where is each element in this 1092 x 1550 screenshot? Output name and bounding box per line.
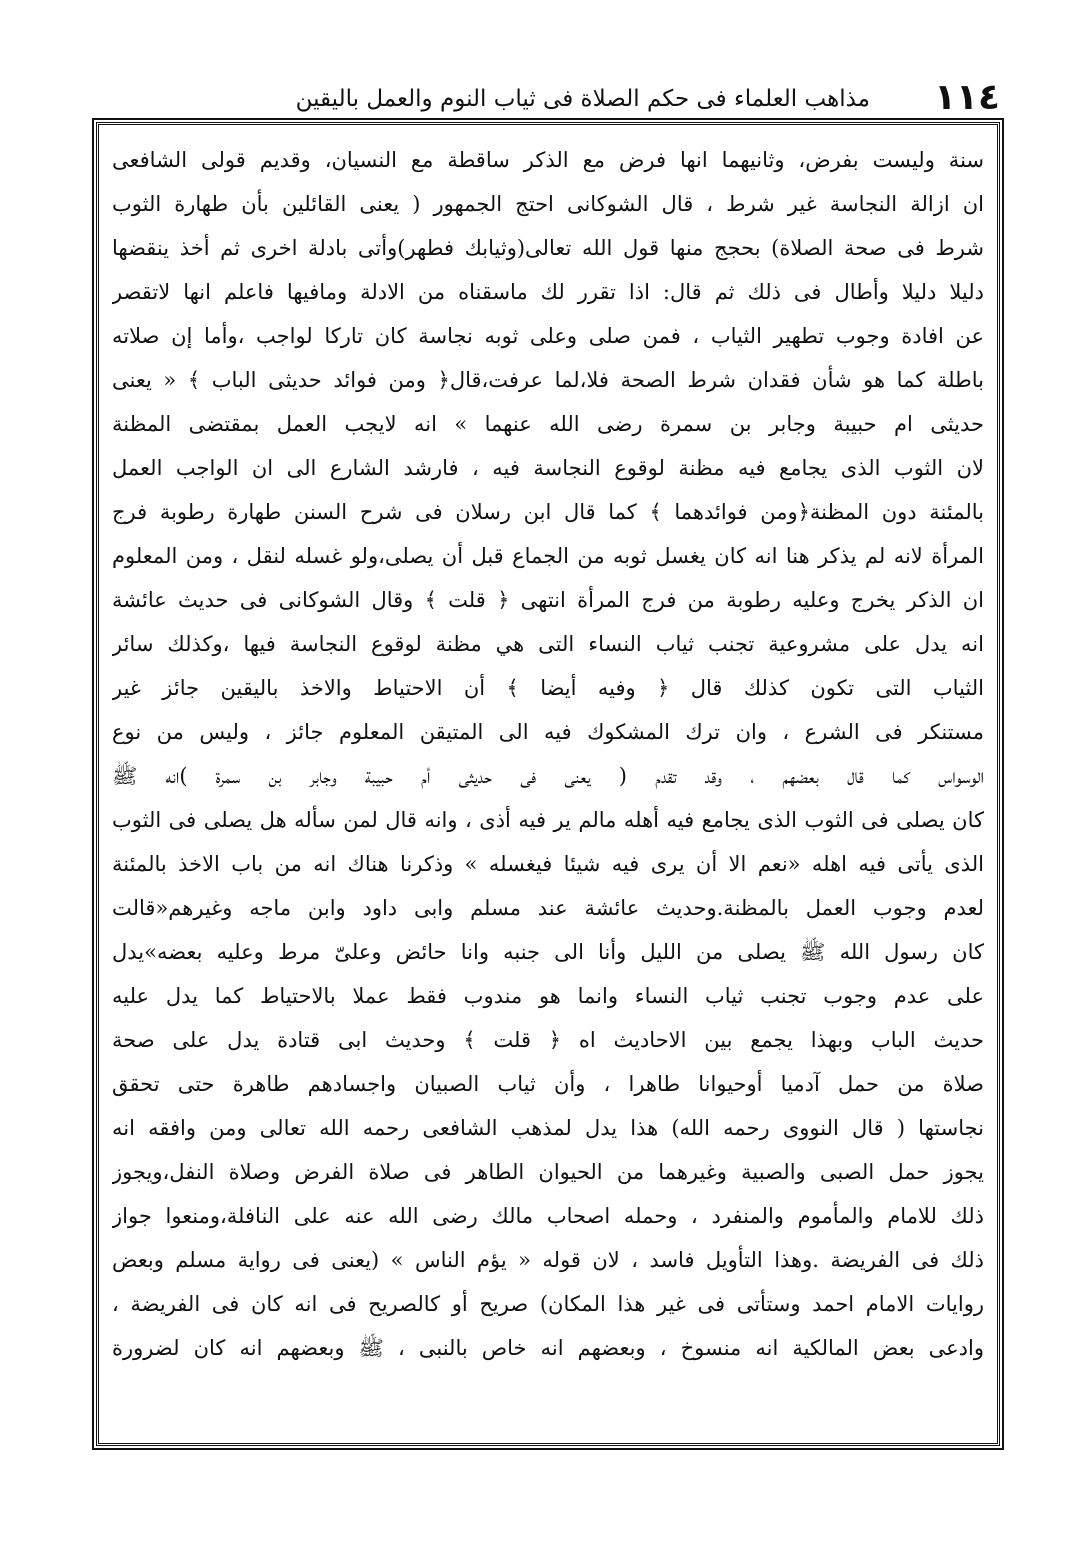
page-header [100,78,1000,122]
text-line: ان ازالة النجاسة غير شرط ، قال الشوكانى احتج الجمهور ( يعنى القائلين بأن طهارة الثوب [112,192,984,216]
running-title: مذاهب العلماء فى حكم الصلاة فى ثياب النوم والعمل باليقين [295,86,870,112]
text-line: كان يصلى فى الثوب الذى يجامع فيه أهله مالم ير فيه أذى ، وانه قال لمن سأله هل يصلى فى الثوب [112,808,984,832]
text-line: شرط فى صحة الصلاة) بحجج منها قول الله تعالى(وثيابك فطهر)وأتى بادلة اخرى ثم أخذ ينقضها [112,236,984,260]
text-line: عن افادة وجوب تطهير الثياب ، فمن صلى وعلى ثوبه نجاسة كان تاركا لواجب ،وأما إن صلاته [112,324,984,348]
text-line: ذلك للامام والمأموم والمنفرد ، وحمله اصحاب مالك رضى الله عنه على النافلة،ومنعوا جواز [112,1204,984,1228]
text-line: نجاستها ( قال النووى رحمه الله) هذا يدل لمذهب الشافعى رحمه الله تعالى ومن وافقه انه [112,1116,984,1140]
text-line: لان الثوب الذى يجامع فيه مظنة لوقوع النجاسة فيه ، فارشد الشارع الى ان الواجب العمل [112,456,984,480]
text-line: انه يدل على مشروعية تجنب ثياب النساء التى هي مظنة لوقوع النجاسة فيها ،وكذلك سائر [112,632,984,656]
text-line: حديثى ام حبيبة وجابر بن سمرة رضى الله عنهما » انه لايجب العمل بمقتضى المظنة [112,412,984,436]
text-line: الوسواس كما قال بعضهم ، وقد تقدم ( يعنى فى حديثى أم حبيبة وجابر بن سمرة )انه ﷺ [112,764,984,788]
text-line: مستنكر فى الشرع ، وان ترك المشكوك فيه الى المتيقن المعلوم جائز ، وليس من نوع [112,720,984,744]
text-line: حديث الباب وبهذا يجمع بين الاحاديث اه ﴿ قلت ﴾ وحديث ابى قتادة يدل على صحة [112,1028,984,1052]
page-number: ١١٤ [934,77,1000,118]
text-line: الثياب التى تكون كذلك قال ﴿ وفيه أيضا ﴾ أن الاحتياط والاخذ باليقين جائز غير [112,676,984,700]
body-text [112,138,984,1438]
text-line: يجوز حمل الصبى والصبية وغيرهما من الحيوان الطاهر فى صلاة الفرض وصلاة النفل،ويجوز [112,1160,984,1184]
text-line: ان الذكر يخرج وعليه رطوبة من فرج المرأة انتهى ﴿ قلت ﴾ وقال الشوكانى فى حديث عائشة [112,588,984,612]
text-line: الذى يأتى فيه اهله «نعم الا أن يرى فيه شيئا فيغسله » وذكرنا هناك انه من باب الاخذ بالمئنة [112,852,984,876]
text-line: كان رسول الله ﷺ يصلى من الليل وأنا الى جنبه وانا حائض وعلىّ مرط وعليه بعضه»يدل [112,940,984,964]
text-line: على عدم وجوب تجنب ثياب النساء وانما هو مندوب فقط عملا بالاحتياط كما يدل عليه [112,984,984,1008]
text-line: سنة وليست بفرض، وثانيهما انها فرض مع الذكر ساقطة مع النسيان، وقديم قولى الشافعى [112,148,984,172]
text-line: دليلا دليلا وأطال فى ذلك ثم قال: اذا تقرر لك ماسقناه من الادلة ومافيها فاعلم انها لاتقصر [112,280,984,304]
text-line: وادعى بعض المالكية انه منسوخ ، وبعضهم انه خاص بالنبى ، ﷺ وبعضهم انه كان لضرورة [112,1336,984,1360]
text-line: لعدم وجوب العمل بالمظنة.وحديث عائشة عند مسلم وابى داود وابن ماجه وغيرهم«قالت [112,896,984,920]
text-line: المرأة لانه لم يذكر هنا انه كان يغسل ثوبه من الجماع قبل أن يصلى،ولو غسله لنقل ، ومن المعلوم [112,544,984,568]
text-line: روايات الامام احمد وستأتى فى غير هذا المكان) صريح أو كالصريح فى انه كان فى الفريضة ، [112,1292,984,1316]
text-line: بالمئنة دون المظنة﴿ومن فوائدهما ﴾ كما قال ابن رسلان فى شرح السنن طهارة رطوبة فرج [112,500,984,524]
text-line: صلاة من حمل آدميا أوحيوانا طاهرا ، وأن ثياب الصبيان واجسادهم طاهرة حتى تحقق [112,1072,984,1096]
text-line: باطلة كما هو شأن فقدان شرط الصحة فلا،لما عرفت،قال﴿ ومن فوائد حديثى الباب ﴾ « يعنى [112,368,984,392]
text-line: ذلك فى الفريضة .وهذا التأويل فاسد ، لان قوله « يؤم الناس » (يعنى فى رواية مسلم وبعض [112,1248,984,1272]
